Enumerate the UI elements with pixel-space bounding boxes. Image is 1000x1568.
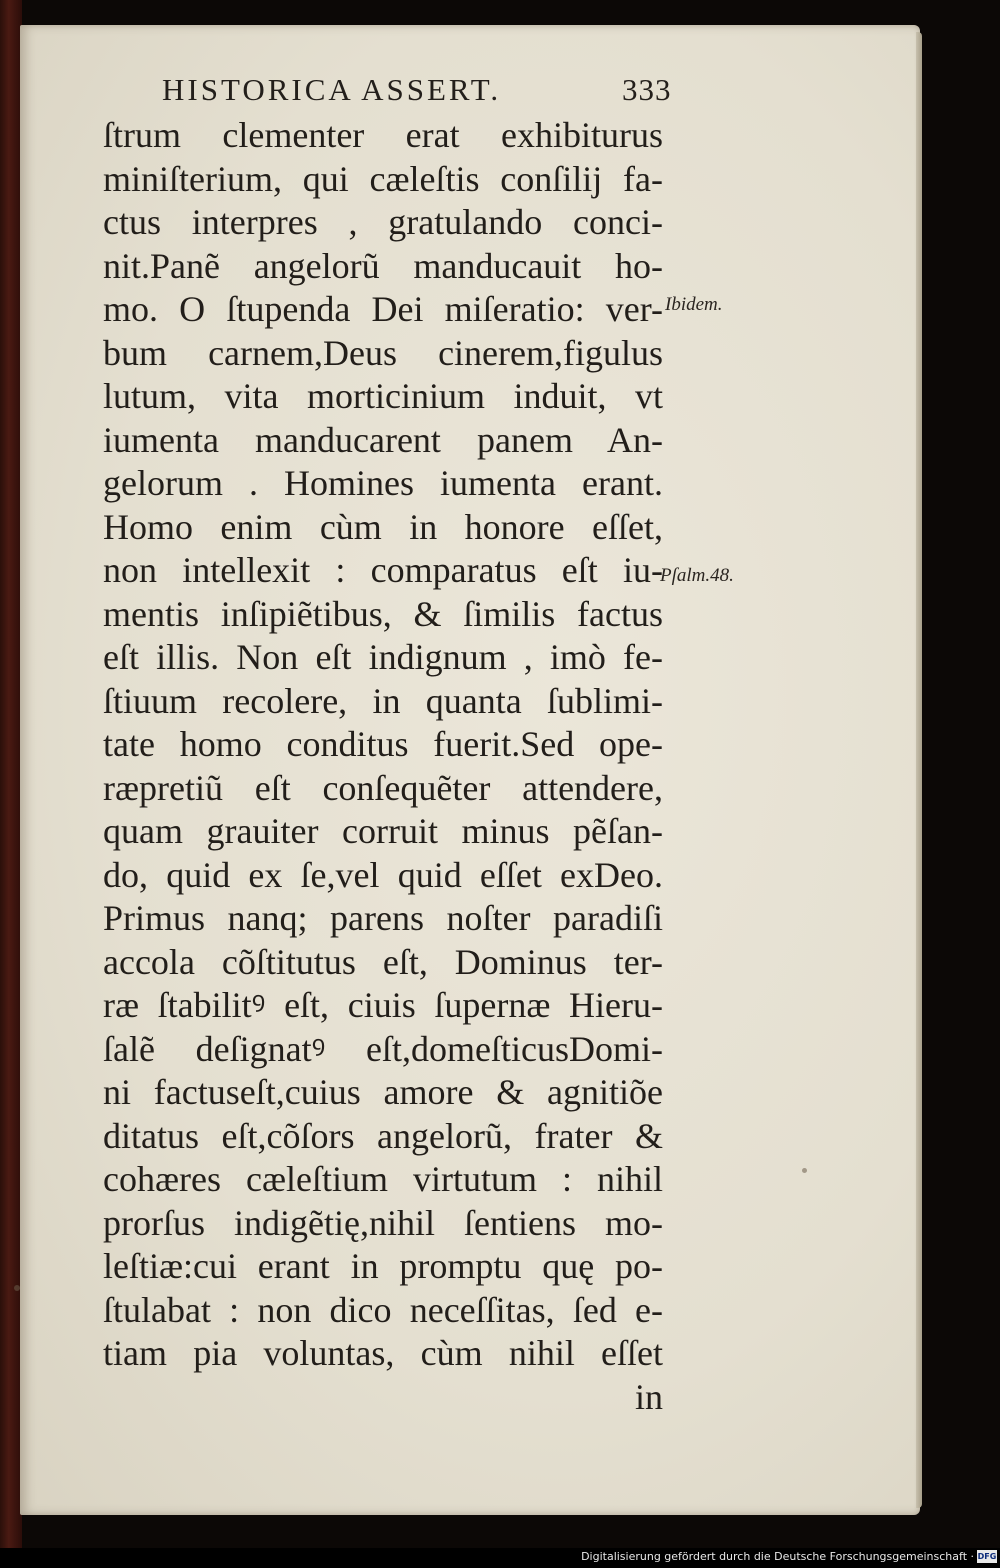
text-line: Primus nanq; parens noſter paradiſi bbox=[103, 898, 663, 938]
body-text bbox=[103, 114, 663, 1419]
binding-edge bbox=[0, 0, 22, 1568]
catchword: in bbox=[634, 1376, 663, 1417]
text-line: tate homo conditus fuerit.Sed ope- bbox=[103, 724, 663, 764]
text-line: ſtiuum recolere, in quanta ſublimi- bbox=[103, 680, 663, 721]
text-line: accola cõſtitutus eſt, Dominus ter- bbox=[103, 941, 663, 982]
text-line: ræpretiũ eſt conſequẽter attendere, bbox=[103, 767, 663, 808]
text-line: iumenta manducarent panem An- bbox=[103, 419, 663, 460]
text-line: mentis inſipiẽtibus, & ſimilis factus bbox=[103, 593, 663, 634]
text-line: miniſterium, qui cæleſtis conſilij fa- bbox=[103, 158, 663, 199]
text-line: gelorum . Homines iumenta erant. bbox=[103, 463, 663, 503]
text-line: ditatus eſt,cõſors angelorũ, frater & bbox=[103, 1115, 663, 1156]
text-line: tiam pia voluntas, cùm nihil eſſet bbox=[103, 1333, 663, 1373]
page-number: 333 bbox=[622, 72, 672, 107]
digitization-credit: Digitalisierung gefördert durch die Deutsche Forschungsgemeinschaft · bbox=[581, 1550, 974, 1563]
ink-speck bbox=[802, 1168, 807, 1173]
text-line: Homo enim cùm in honore eſſet, bbox=[103, 506, 663, 547]
running-head-title: HISTORICA ASSERT. bbox=[162, 72, 502, 107]
running-head bbox=[162, 72, 682, 108]
text-line: bum carnem,Deus cinerem,figulus bbox=[103, 332, 663, 373]
page-edge bbox=[916, 32, 922, 1508]
marginal-note-ibidem: Ibidem. bbox=[665, 294, 723, 315]
text-line: ræ ſtabilitꝰ eſt, ciuis ſupernæ Hieru- bbox=[103, 985, 663, 1025]
text-line: nit.Panẽ angelorũ manducauit ho- bbox=[103, 245, 663, 286]
text-line: ctus interpres , gratulando conci- bbox=[103, 202, 663, 242]
text-line: do, quid ex ſe,vel quid eſſet exDeo. bbox=[103, 854, 663, 895]
text-line: cohæres cæleſtium virtutum : nihil bbox=[103, 1159, 663, 1199]
text-line: eſt illis. Non eſt indignum , imò fe- bbox=[103, 637, 663, 677]
text-line: leſtiæ:cui erant in promptu quę po- bbox=[103, 1246, 663, 1286]
text-line: ſalẽ deſignatꝰ eſt,domeſticusDomi- bbox=[103, 1028, 663, 1069]
text-line: prorſus indigẽtię,nihil ſentiens mo- bbox=[103, 1202, 663, 1243]
text-line: ſtrum clementer erat exhibiturus bbox=[103, 115, 663, 155]
text-line: mo. O ſtupenda Dei miſeratio: ver- bbox=[103, 289, 663, 329]
marginal-note-psalm: Pſalm.48. bbox=[660, 565, 734, 586]
ink-speck bbox=[14, 1285, 20, 1291]
text-line: lutum, vita morticinium induit, vt bbox=[103, 376, 663, 416]
text-line: non intellexit : comparatus eſt iu- bbox=[103, 550, 663, 590]
dfg-logo: DFG bbox=[977, 1552, 997, 1561]
text-line: ſtulabat : non dico neceſſitas, ſed e- bbox=[103, 1289, 663, 1330]
text-line: quam grauiter corruit minus pẽſan- bbox=[103, 811, 663, 851]
text-line: ni factuseſt,cuius amore & agnitiõe bbox=[103, 1072, 663, 1112]
